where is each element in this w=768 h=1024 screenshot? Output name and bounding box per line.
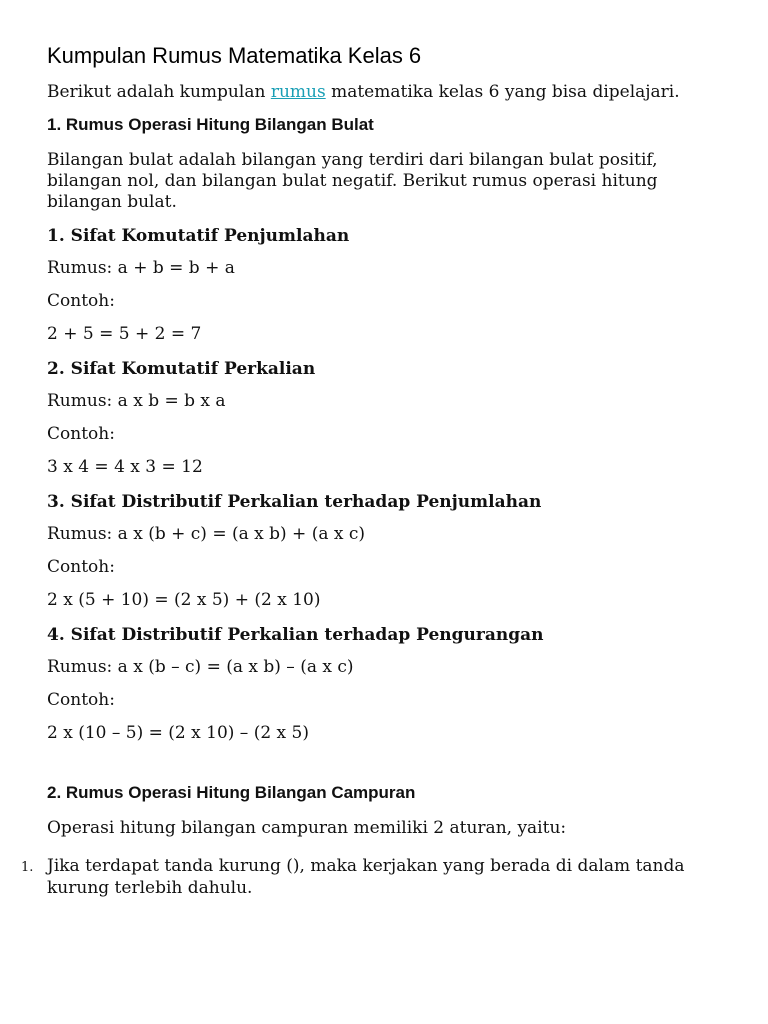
item3-contoh-label: Contoh:: [47, 557, 115, 577]
item4-contoh-label: Contoh:: [47, 690, 115, 710]
page-title: Kumpulan Rumus Matematika Kelas 6: [47, 43, 422, 68]
item2-rumus: Rumus: a x b = b x a: [47, 391, 226, 411]
section1-heading: 1. Rumus Operasi Hitung Bilangan Bulat: [47, 115, 374, 134]
section2-description: Operasi hitung bilangan campuran memiliki 2 aturan, yaitu:: [47, 818, 567, 838]
item1-rumus: Rumus: a + b = b + a: [47, 258, 235, 278]
item1-heading: 1. Sifat Komutatif Penjumlahan: [47, 226, 350, 246]
item4-rumus: Rumus: a x (b – c) = (a x b) – (a x c): [47, 657, 354, 677]
item4-heading: 4. Sifat Distributif Perkalian terhadap Pengurangan: [47, 625, 544, 645]
rules-list: [21, 855, 727, 899]
section2-heading: 2. Rumus Operasi Hitung Bilangan Campuran: [47, 783, 416, 802]
intro-text-after: matematika kelas 6 yang bisa dipelajari.: [325, 82, 680, 102]
item2-heading: 2. Sifat Komutatif Perkalian: [47, 359, 316, 379]
list-item-text: Jika terdapat tanda kurung (), maka kerjakan yang berada di dalam tanda kurung terlebih dahulu.: [47, 856, 685, 898]
section-spacer: [47, 756, 727, 782]
rumus-link[interactable]: rumus: [270, 82, 326, 102]
list-item: [21, 855, 727, 899]
intro-paragraph: [47, 82, 727, 103]
item3-contoh: 2 x (5 + 10) = (2 x 5) + (2 x 10): [47, 590, 321, 610]
item2-contoh: 3 x 4 = 4 x 3 = 12: [47, 457, 203, 477]
item3-rumus: Rumus: a x (b + c) = (a x b) + (a x c): [47, 524, 366, 544]
list-item-number: 1.: [21, 860, 34, 875]
document-page: [21, 42, 727, 899]
item1-contoh-label: Contoh:: [47, 291, 115, 311]
item1-contoh: 2 + 5 = 5 + 2 = 7: [47, 324, 202, 344]
section1-description: Bilangan bulat adalah bilangan yang terdiri dari bilangan bulat positif, bilangan nol, dan bilangan bulat negatif. Berikut rumus operasi hitung bilangan bulat.: [47, 150, 658, 212]
item3-heading: 3. Sifat Distributif Perkalian terhadap Penjumlahan: [47, 492, 542, 512]
intro-text-before: Berikut adalah kumpulan: [47, 82, 271, 102]
item2-contoh-label: Contoh:: [47, 424, 115, 444]
item4-contoh: 2 x (10 – 5) = (2 x 10) – (2 x 5): [47, 723, 309, 743]
